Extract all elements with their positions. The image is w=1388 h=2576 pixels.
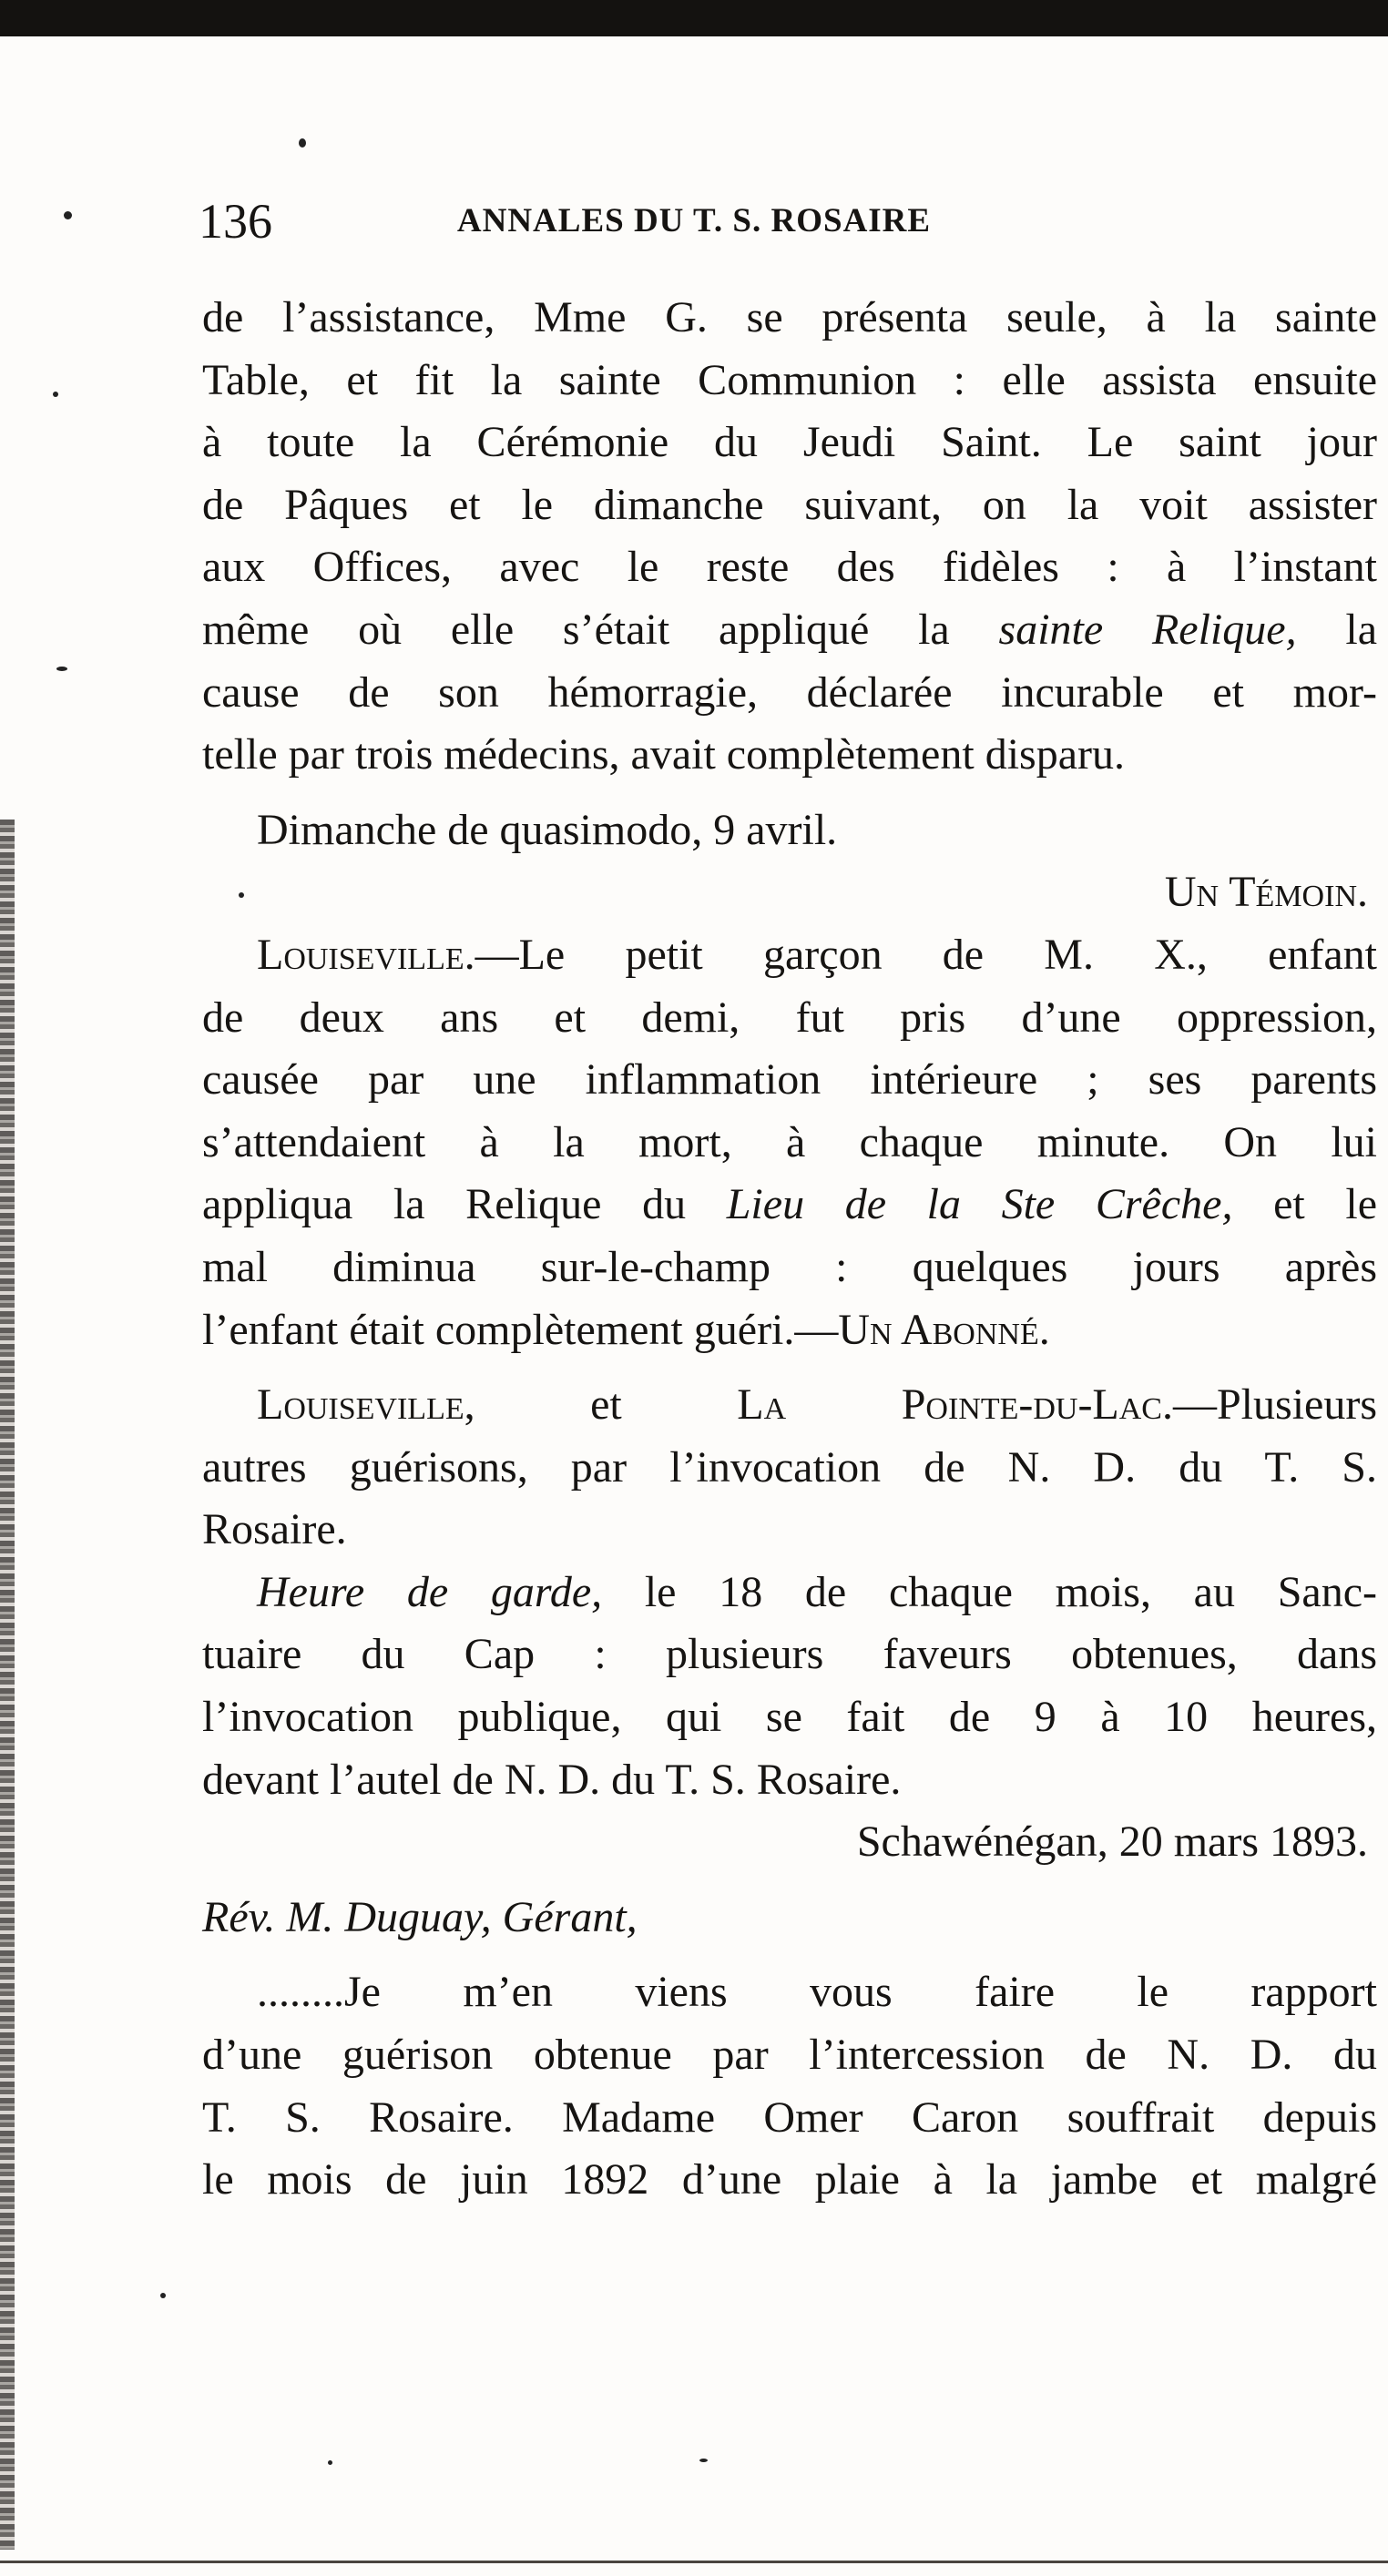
text-line: cause de son hémorragie, déclarée incurable et mor-: [202, 667, 1377, 717]
text-line: devant l’autel de N. D. du T. S. Rosaire.: [202, 1755, 902, 1804]
signature: Un Témoin.: [1164, 868, 1368, 917]
scan-speck: [699, 2459, 708, 2462]
page-header: [0, 189, 1388, 253]
text-line: autres guérisons, par l’invocation de N. D. du T. S.: [202, 1442, 1377, 1492]
text-line: à toute la Cérémonie du Jeudi Saint. Le saint jour: [202, 418, 1377, 467]
text-line: Louiseville.—Le petit garçon de M. X., enfant: [257, 930, 1377, 979]
page-number: 136: [199, 194, 272, 249]
text-line: Rosaire.: [202, 1505, 347, 1554]
text-line: telle par trois médecins, avait complètement disparu.: [202, 730, 1125, 779]
scan-speck: [53, 392, 58, 397]
text-line: même où elle s’était appliqué la sainte Relique, la: [202, 605, 1378, 654]
italic-phrase: Heure de garde,: [257, 1567, 603, 1616]
text-line: appliqua la Relique du Lieu de la Ste Crêche, et le: [202, 1180, 1378, 1229]
text-line: Heure de garde, le 18 de chaque mois, au Sanc-: [257, 1567, 1377, 1616]
running-title: ANNALES DU T. S. ROSAIRE: [456, 202, 932, 239]
signature: Un Abonné.: [838, 1305, 1050, 1354]
scan-speck: [160, 2293, 166, 2298]
text-line: d’une guérison obtenue par l’intercession de N. D. du: [202, 2031, 1377, 2080]
body-text: [202, 287, 1377, 2212]
salutation: Rév. M. Duguay, Gérant,: [202, 1892, 638, 1941]
scan-speck: [328, 2460, 332, 2465]
text-line: l’enfant était complètement guéri.—Un Abonné.: [202, 1305, 1050, 1354]
text-line: T. S. Rosaire. Madame Omer Caron souffrait depuis: [202, 2092, 1377, 2142]
italic-phrase: Lieu de la Ste Crêche,: [726, 1180, 1233, 1229]
text-line: mal diminua sur-le-champ : quelques jours après: [202, 1242, 1377, 1291]
scan-left-edge: [0, 820, 15, 2550]
text-line: de l’assistance, Mme G. se présenta seule, à la sainte: [202, 293, 1377, 341]
text-line: de deux ans et demi, fut pris d’une oppression,: [202, 993, 1377, 1042]
scan-top-edge: [0, 0, 1388, 36]
place-name: La Pointe-du-Lac.: [737, 1380, 1173, 1430]
scan-bottom-edge: [0, 2561, 1388, 2563]
dateline: Schawénégan, 20 mars 1893.: [856, 1817, 1368, 1867]
scan-speck: [299, 138, 306, 148]
text-line: aux Offices, avec le reste des fidèles : à l’instant: [202, 543, 1377, 592]
text-line: l’invocation publique, qui se fait de 9 à 10 heures,: [202, 1693, 1377, 1742]
place-name: Louiseville.: [257, 930, 475, 979]
text-line: ........Je m’en viens vous faire le rapport: [257, 1968, 1377, 2017]
italic-phrase: sainte Relique,: [998, 605, 1297, 654]
text-line: Louiseville, et La Pointe-du-Lac.—Plusieurs: [257, 1380, 1377, 1430]
dateline: Dimanche de quasimodo, 9 avril.: [257, 805, 838, 854]
text-line: causée par une inflammation intérieure ; ses parents: [202, 1055, 1377, 1105]
text-line: le mois de juin 1892 d’une plaie à la jambe et malgré: [202, 2155, 1377, 2204]
text-line: de Pâques et le dimanche suivant, on la voit assister: [202, 480, 1377, 529]
text-line: Table, et fit la sainte Communion : elle assista ensuite: [202, 355, 1377, 404]
scan-speck: [56, 667, 67, 671]
place-name: Louiseville,: [257, 1380, 475, 1430]
text-line: tuaire du Cap : plusieurs faveurs obtenues, dans: [202, 1630, 1377, 1679]
text-line: s’attendaient à la mort, à chaque minute. On lui: [202, 1117, 1377, 1166]
